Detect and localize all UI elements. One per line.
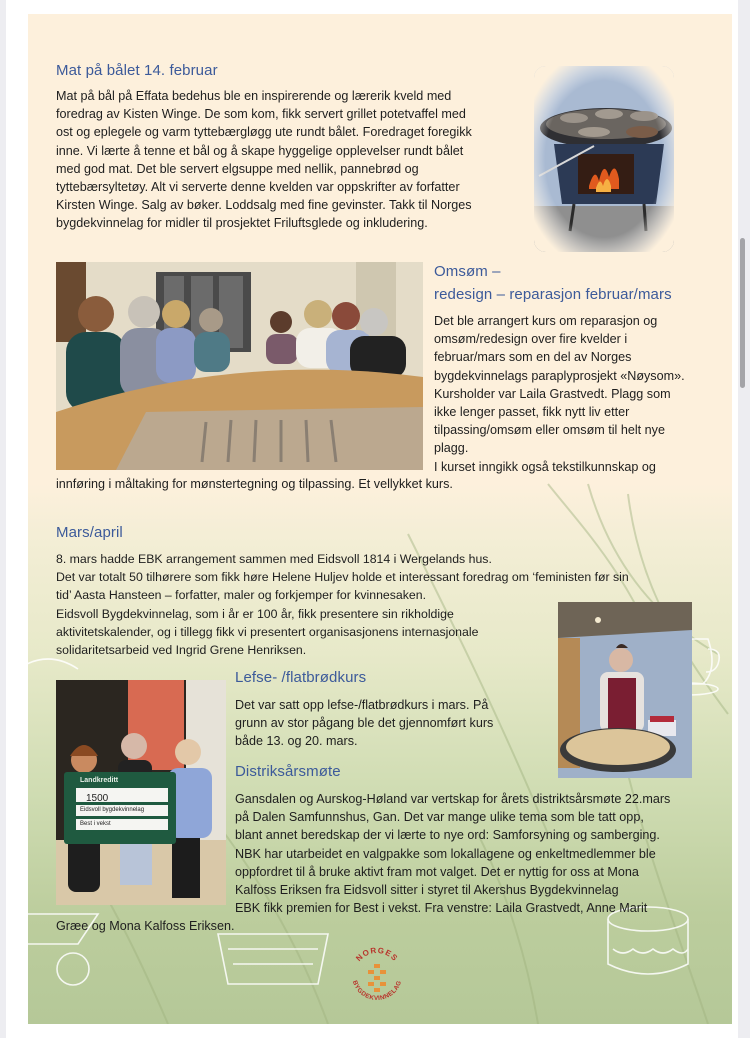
heading-omsom-line1: Omsøm – bbox=[434, 263, 501, 280]
heading-distriksarsmote: Distriksårsmøte bbox=[235, 763, 341, 780]
norges-bygdekvinnelag-logo bbox=[346, 944, 408, 1006]
text-line: på Dalen Samfunnshus, Gan. Det var mange ulike tema som ble tatt opp, bbox=[235, 810, 644, 825]
scrollbar-track[interactable] bbox=[738, 0, 750, 1038]
text-line: Mat på bål på Effata bedehus ble en inspirerende og lærerik kveld med bbox=[56, 89, 452, 103]
text-line: 8. mars hadde EBK arrangement sammen med Eidsvoll 1814 i Wergelands hus. bbox=[56, 552, 492, 566]
text-line: bygdekvinnelags paraplyprosjekt «Nøysom». bbox=[434, 368, 685, 383]
text-line: Det var satt opp lefse-/flatbrødkurs i mars. På bbox=[235, 698, 489, 712]
paragraph-lefse bbox=[235, 696, 493, 751]
paragraph-omsom bbox=[434, 312, 685, 476]
document-viewer bbox=[6, 0, 738, 1038]
paragraph-omsom-last-line bbox=[56, 475, 453, 493]
text-line: innføring i måltaking for mønstertegning og tilpassing. Et vellykket kurs. bbox=[56, 477, 453, 491]
text-line: plagg. bbox=[434, 441, 469, 456]
text-line: I kurset inngikk også tekstilkunnskap og bbox=[434, 459, 656, 474]
text-line: aktivitetskalender, og i tillegg fikk vi presentert organisasjonens internasjonale bbox=[56, 624, 479, 639]
photo-course-group bbox=[56, 262, 423, 470]
text-line: solidaritetsarbeid ved Ingrid Grene Henriksen. bbox=[56, 643, 307, 658]
logo-text-top: NORGES bbox=[354, 945, 400, 964]
text-line: tid’ Aasta Hansteen – forfatter, maler og forkjemper for kvinnesaken. bbox=[56, 588, 427, 603]
text-line: bygdekvinnelag for midler til prosjektet Friluftsglede og inkludering. bbox=[56, 216, 428, 231]
heading-lefse-flatbrodkurs: Lefse- /flatbrødkurs bbox=[235, 669, 367, 686]
cheque-brand: Landkreditt bbox=[80, 777, 119, 784]
logo-text-bottom: BYGDEKVINNELAG bbox=[350, 979, 404, 1003]
newsletter-page bbox=[28, 14, 732, 1024]
text-line: Det var totalt 50 tilhørere som fikk høre Helene Huljev holde et interessant foredrag om ‘feministen før sin bbox=[56, 570, 629, 585]
heading-mat-pa-balet: Mat på bålet 14. februar bbox=[56, 62, 218, 79]
photo-best-i-vekst-award bbox=[56, 680, 226, 905]
text-line: blant annet beredskap der vi lærte to nye ord: Samforsyning og samberging. bbox=[235, 828, 660, 843]
heading-mars-april: Mars/april bbox=[56, 524, 123, 541]
text-line: Eidsvoll Bygdekvinnelag, som i år er 100 år, fikk presentere sin rikholdige bbox=[56, 606, 454, 621]
svg-text:NORGES bbox=[354, 946, 400, 963]
cheque-recipient: Eidsvoll bygdekvinnelag bbox=[76, 805, 168, 816]
cheque-reason: Best i vekst bbox=[76, 819, 168, 830]
text-line: februar/mars som en del av Norges bbox=[434, 350, 632, 365]
text-line: Gansdalen og Aurskog-Høland var vertskap for årets distriktsårsmøte 22.mars bbox=[235, 792, 671, 806]
text-line: Kalfoss Eriksen fra Eidsvoll sitter i styret til Akershus Bygdekvinnelag bbox=[235, 883, 619, 898]
cheque-amount: 1500 bbox=[86, 793, 109, 804]
text-line: foredrag av Kisten Winge. De som kom, fikk servert grillet potetvaffel med bbox=[56, 107, 466, 122]
text-line: omsøm/redesign over fire kvelder i bbox=[434, 332, 628, 347]
scrollbar-thumb[interactable] bbox=[740, 238, 745, 388]
text-line: tilpassing/omsøm eller omsøm til helt nye bbox=[434, 423, 665, 438]
text-line: Kirsten Winge. Salg av bøker. Loddsalg med fine gevinster. Takk til Norges bbox=[56, 198, 472, 213]
text-line: med god mat. Det ble servert elgsuppe med nellik, pannebrød og bbox=[56, 161, 419, 176]
text-line: grunn av stor pågang ble det gjennomført kurs bbox=[235, 716, 494, 731]
text-line: ost og eplegele og varm tyttebærgløgg ute rundt bålet. Foredraget foregikk bbox=[56, 125, 472, 140]
paragraph-distriksarsmote-last-line bbox=[56, 917, 235, 935]
text-line: ikke lenger passet, fikk nytt liv etter bbox=[434, 405, 630, 420]
text-line: Kursholder var Laila Grastvedt. Plagg som bbox=[434, 386, 671, 401]
text-line: Græe og Mona Kalfoss Eriksen. bbox=[56, 919, 235, 933]
text-line: EBK fikk premien for Best i vekst. Fra venstre: Laila Grastvedt, Anne Marit bbox=[235, 901, 648, 916]
photo-fire-pan bbox=[534, 66, 674, 252]
text-line: både 13. og 20. mars. bbox=[235, 734, 358, 749]
text-line: tyttebærsyltetøy. Alt vi serverte denne kvelden var oppskrifter av forfatter bbox=[56, 180, 460, 195]
paragraph-mat-pa-balet bbox=[56, 87, 472, 233]
text-line: Det ble arrangert kurs om reparasjon og bbox=[434, 314, 658, 328]
text-line: inne. Vi lærte å tenne et bål og å skape hyggelige opplevelser rundt bålet bbox=[56, 143, 464, 158]
paragraph-mars-april bbox=[56, 550, 629, 659]
heading-omsom-line2: redesign – reparasjon februar/mars bbox=[434, 286, 672, 303]
paragraph-distriksarsmote bbox=[235, 790, 670, 917]
text-line: NBK har utarbeidet en valgpakke som lokallagene og enkeltmedlemmer ble bbox=[235, 846, 656, 861]
cheque-amount-field bbox=[76, 788, 168, 802]
photo-lefse-baking bbox=[558, 602, 692, 778]
text-line: oppfordret til å bruke aktivt fram mot valget. Det er nyttig for oss at Mona bbox=[235, 864, 639, 879]
